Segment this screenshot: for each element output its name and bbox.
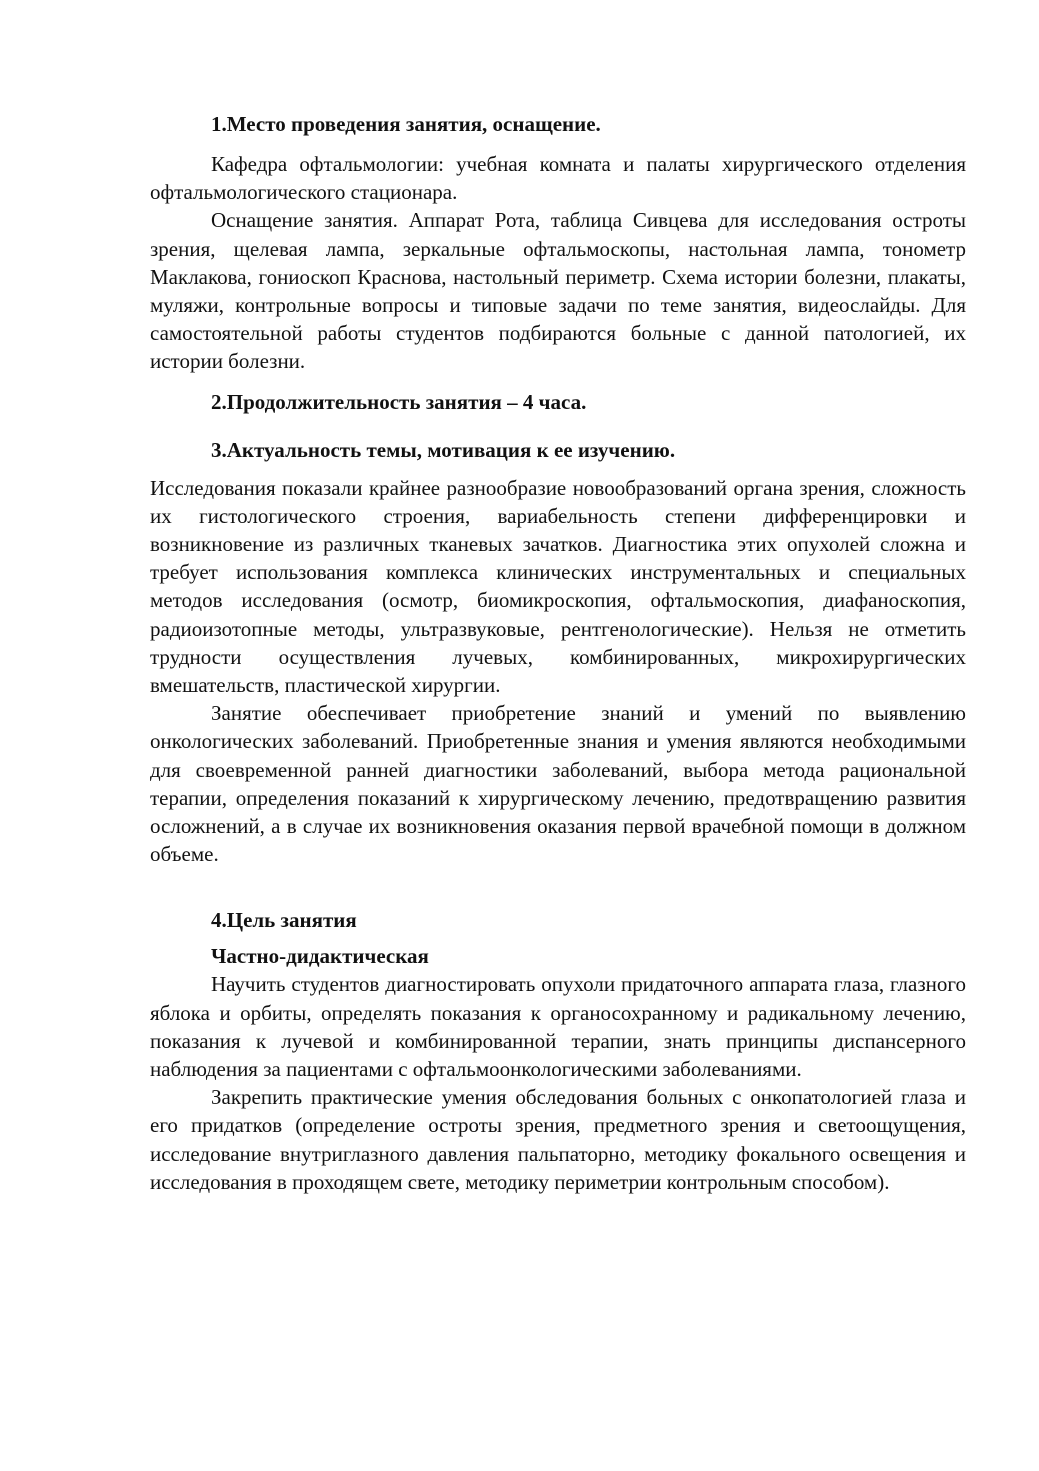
document-body [150, 110, 966, 1196]
section-1-paragraph-1: Кафедра офтальмологии: учебная комната и палаты хирургического отделения офтальмологического стационара. [150, 152, 966, 205]
section-4-paragraph-2: Закрепить практические умения обследования больных с онкопатологией глаза и его придатков (определение остроты зрения, предметного зрения и светоощущения, исследование внутриглазного давления пальпаторно, методику фокального освещения и исследования в проходящем свете, методику периметрии контрольным способом). [150, 1085, 966, 1194]
section-3-heading: 3.Актуальность темы, мотивация к ее изучению. [211, 437, 676, 462]
section-2-heading: 2.Продолжительность занятия – 4 часа. [211, 389, 587, 414]
section-4-paragraph-1: Научить студентов диагностировать опухоли придаточного аппарата глаза, глазного яблока и орбиты, определять показания к органосохранному и радикальному лечению, показания к лучевой и комбинированной терапии, знать принципы диспансерного наблюдения за пациентами с офтальмоонкологическими заболеваниями. [150, 972, 966, 1082]
section-4-heading: 4.Цель занятия [211, 908, 357, 933]
section-3-paragraph-2: Занятие обеспечивает приобретение знаний и умений по выявлению онкологических заболеваний. Приобретенные знания и умения являются необходимыми для своевременной ранней диагностики заболеваний, выбора метода рациональной терапии, определения показаний к хирургическому лечению, предотвращению развития осложнений, а в случае их возникновения оказания первой врачебной помощи в должном объеме. [150, 701, 966, 867]
section-1-paragraph-2: Оснащение занятия. Аппарат Рота, таблица Сивцева для исследования остроты зрения, щелевая лампа, зеркальные офтальмоскопы, настольная лампа, тонометр Маклакова, гониоскоп Краснова, настольный периметр. Схема истории болезни, плакаты, муляжи, контрольные вопросы и типовые задачи по теме занятия, видеослайды. Для самостоятельной работы студентов подбираются больные с данной патологией, их истории болезни. [150, 208, 966, 374]
section-3-paragraph-1: Исследования показали крайнее разнообразие новообразований органа зрения, сложность их гистологического строения, вариабельность степени дифференцировки и возникновение из различных тканевых зачатков. Диагностика этих опухолей сложна и требует использования комплекса клинических инструментальных и специальных методов исследования (осмотр, биомикроскопия, офтальмоскопия, диафаноскопия, радиоизотопные методы, ультразвуковые, рентгенологические). Нельзя не отметить трудности осуществления лучевых, комбинированных, микрохирургических вмешательств, пластической хирургии. [150, 475, 966, 698]
section-4-subheading: Частно-дидактическая [211, 944, 429, 969]
section-1-heading: 1.Место проведения занятия, оснащение. [211, 112, 601, 136]
